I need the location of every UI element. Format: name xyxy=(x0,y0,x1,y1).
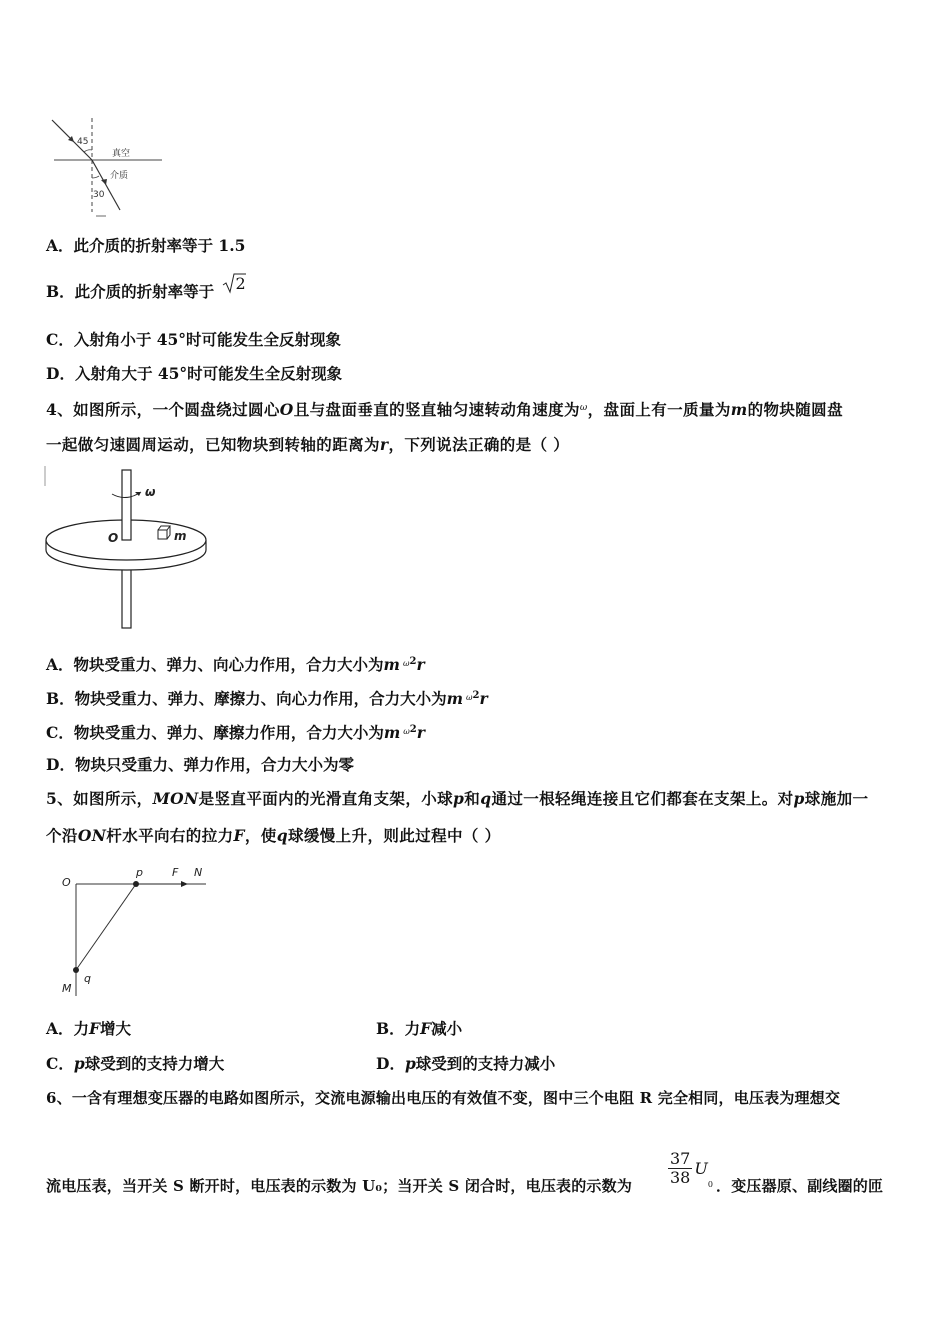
q4-option-b: B．物块受重力、弹力、摩擦力、向心力作用，合力大小为m $^{\omega 2}$r xyxy=(46,689,488,708)
voltage-fraction xyxy=(668,1150,713,1189)
q5-stem-line2: 个沿ON杆水平向右的拉力F，使q球缓慢上升，则此过程中（ ） xyxy=(46,826,501,845)
q6-stem-line1: 6、一含有理想变压器的电路如图所示，交流电源输出电压的有效值不变，图中三个电阻 R 完全相同，电压表为理想交 xyxy=(46,1089,841,1107)
omega-label: ω xyxy=(145,485,156,499)
right-angle-frame-diagram xyxy=(56,860,216,1000)
ball-p-label: p xyxy=(136,866,143,879)
q3-option-d: D．入射角大于 45°时可能发生全反射现象 xyxy=(46,364,343,383)
q5-option-c: C．p球受到的支持力增大 xyxy=(46,1054,225,1073)
mass-m-label: m xyxy=(174,529,187,543)
q3-option-b xyxy=(46,274,246,302)
sqrt-radicand: 2 xyxy=(235,274,246,293)
fraction-denominator: 38 xyxy=(670,1168,691,1187)
frame-M-label: M xyxy=(62,982,72,995)
q4-option-c: C．物块受重力、弹力、摩擦力作用，合力大小为m $^{\omega 2}$r xyxy=(46,723,425,742)
rotating-disc-diagram xyxy=(44,464,224,632)
q6-stem-line2: 流电压表，当开关 S 断开时，电压表的示数为 U₀；当开关 S 闭合时，电压表的示数为 xyxy=(46,1177,633,1195)
center-O-label: O xyxy=(108,531,119,545)
q4-option-a: A．物块受重力、弹力、向心力作用，合力大小为m $^{\omega 2}$r xyxy=(46,655,425,674)
q3-option-b-text: B．此介质的折射率等于 xyxy=(46,282,215,301)
ball-q-label: q xyxy=(84,972,91,985)
sqrt-expression xyxy=(224,274,246,294)
medium-label: 介质 xyxy=(110,171,129,181)
q5-option-d: D．p球受到的支持力减小 xyxy=(376,1054,556,1073)
force-F-label: F xyxy=(172,866,179,879)
voltage-subscript: 0 xyxy=(707,1180,713,1189)
refraction-figure xyxy=(44,112,164,222)
refraction-diagram xyxy=(44,112,164,222)
q5-option-b: B．力F减小 xyxy=(376,1019,463,1038)
q3-option-a: A．此介质的折射率等于 1.5 xyxy=(46,236,246,255)
voltage-U: U xyxy=(694,1159,708,1178)
q4-stem-line1: 4、如图所示，一个圆盘绕过圆心O且与盘面垂直的竖直轴匀速转动角速度为$^\omega$，盘面上有一质量为m的物块随圆盘 xyxy=(46,400,843,419)
q3-option-c: C．入射角小于 45°时可能发生全反射现象 xyxy=(46,330,342,349)
vacuum-label: 真空 xyxy=(112,149,131,159)
q6-stem-line2-end: ．变压器原、副线圈的匝 xyxy=(716,1177,884,1195)
frame-O-label: O xyxy=(62,876,71,889)
angle-label-45: 45 xyxy=(77,137,89,147)
q5-option-a: A．力F增大 xyxy=(46,1019,132,1038)
fraction-numerator: 37 xyxy=(670,1149,691,1168)
frame-figure xyxy=(56,860,216,1000)
angle-label-30: 30 xyxy=(93,190,105,200)
q4-stem-line2: 一起做匀速圆周运动，已知物块到转轴的距离为r，下列说法正确的是（ ） xyxy=(46,435,570,454)
disc-figure xyxy=(44,464,224,632)
q5-stem-line1: 5、如图所示，MON是竖直平面内的光滑直角支架，小球p和q通过一根轻绳连接且它们都套在支架上。对p球施加一 xyxy=(46,789,869,808)
frame-N-label: N xyxy=(194,866,203,879)
fraction xyxy=(668,1150,692,1187)
q4-option-d: D．物块只受重力、弹力作用，合力大小为零 xyxy=(46,755,354,774)
sqrt-sign-icon xyxy=(222,272,246,294)
